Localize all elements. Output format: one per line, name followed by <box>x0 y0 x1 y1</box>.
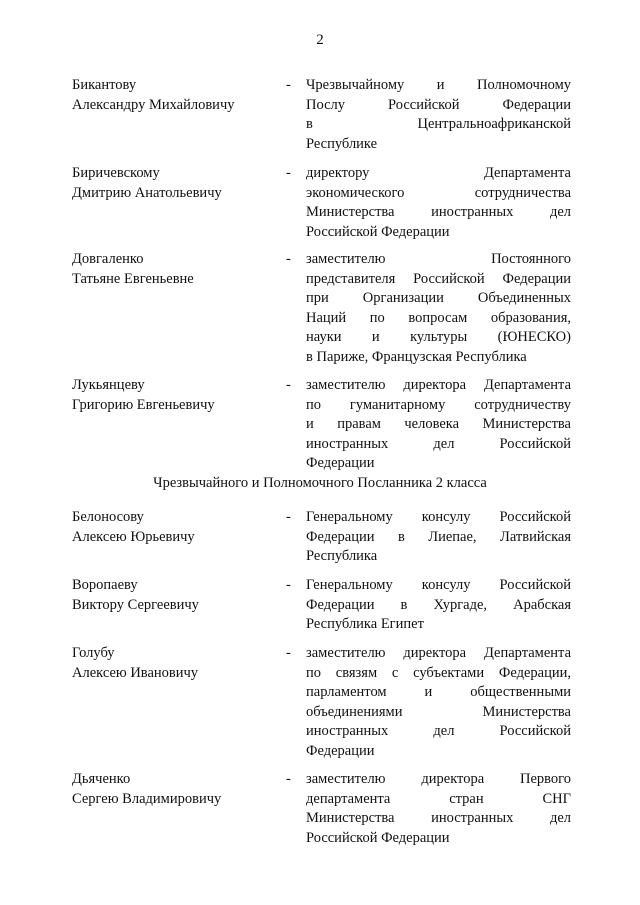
dash-separator: - <box>286 77 291 93</box>
position-text <box>306 164 571 242</box>
person-name <box>72 250 277 289</box>
position-line: в Париже, Французская Республика <box>306 348 527 365</box>
surname: Бикантову <box>72 77 137 93</box>
person-name <box>72 376 277 415</box>
position-text <box>306 250 571 367</box>
position-line: Генеральному консулу Российской <box>306 577 571 593</box>
given-names: Татьяне Евгеньевне <box>72 270 194 287</box>
person-name <box>72 770 277 809</box>
position-line: по связям с субъектами Федерации, <box>306 664 571 681</box>
dash-separator: - <box>286 771 291 787</box>
dash-separator: - <box>286 577 291 593</box>
position-line: объединениями Министерства <box>306 703 571 720</box>
position-line: департамента стран СНГ <box>306 790 571 807</box>
given-names: Дмитрию Анатольевичу <box>72 184 222 201</box>
position-line: Министерства иностранных дел <box>306 810 571 826</box>
position-line: Российской Федерации <box>306 829 450 846</box>
position-line: Республика Египет <box>306 616 424 632</box>
surname: Лукьянцеву <box>72 377 145 393</box>
surname: Белоносову <box>72 509 144 525</box>
surname: Довгаленко <box>72 251 144 267</box>
position-line: заместителю директора Департамента <box>306 645 571 661</box>
position-line: Наций по вопросам образования, <box>306 309 571 326</box>
given-names: Григорию Евгеньевичу <box>72 396 215 413</box>
position-line: директору Департамента <box>306 165 571 181</box>
surname: Голубу <box>72 645 115 661</box>
position-line: по гуманитарному сотрудничеству <box>306 396 571 413</box>
dash-separator: - <box>286 377 291 393</box>
person-name <box>72 644 277 683</box>
position-line: парламентом и общественными <box>306 684 571 700</box>
position-line: Федерации в Лиепае, Латвийская <box>306 528 571 545</box>
position-line: Республике <box>306 135 378 152</box>
position-text <box>306 644 571 761</box>
surname: Биричевскому <box>72 165 160 181</box>
person-name <box>72 576 277 615</box>
person-name <box>72 508 277 547</box>
dash-separator: - <box>286 645 291 661</box>
person-name <box>72 76 277 115</box>
position-line: Федерации <box>306 455 375 471</box>
position-line: при Организации Объединенных <box>306 290 571 306</box>
given-names: Алексею Ивановичу <box>72 664 199 681</box>
given-names: Александру Михайловичу <box>72 96 235 113</box>
position-line: Послу Российской Федерации <box>306 96 571 113</box>
position-line: заместителю директора Департамента <box>306 377 571 393</box>
given-names: Сергею Владимировичу <box>72 790 222 807</box>
position-line: представителя Российской Федерации <box>306 270 571 287</box>
position-line: Министерства иностранных дел <box>306 204 571 220</box>
position-line: науки и культуры (ЮНЕСКО) <box>306 329 571 345</box>
dash-separator: - <box>286 251 291 267</box>
position-line: Федерации <box>306 742 375 759</box>
dash-separator: - <box>286 165 291 181</box>
position-line: заместителю Постоянного <box>306 251 571 267</box>
position-line: иностранных дел Российской <box>306 723 571 739</box>
position-line: заместителю директора Первого <box>306 771 571 787</box>
position-line: иностранных дел Российской <box>306 435 571 452</box>
section-heading: Чрезвычайного и Полномочного Посланника 2 класса <box>153 475 487 491</box>
position-text <box>306 376 571 474</box>
position-line: Российской Федерации <box>306 223 450 240</box>
position-text <box>306 508 571 567</box>
person-name <box>72 164 277 203</box>
position-text <box>306 576 571 635</box>
surname: Воропаеву <box>72 577 138 593</box>
position-line: Федерации в Хургаде, Арабская <box>306 596 571 613</box>
surname: Дьяченко <box>72 771 131 787</box>
position-text <box>306 770 571 848</box>
position-line: в Центральноафриканской <box>306 116 571 132</box>
given-names: Алексею Юрьевичу <box>72 528 195 545</box>
given-names: Виктору Сергеевичу <box>72 596 199 613</box>
position-line: и правам человека Министерства <box>306 416 571 432</box>
page-number: 2 <box>316 32 324 48</box>
dash-separator: - <box>286 509 291 525</box>
position-line: Генеральному консулу Российской <box>306 509 571 525</box>
position-line: Чрезвычайному и Полномочному <box>306 77 571 93</box>
position-line: Республика <box>306 548 378 564</box>
position-text <box>306 76 571 154</box>
position-line: экономического сотрудничества <box>306 184 571 201</box>
